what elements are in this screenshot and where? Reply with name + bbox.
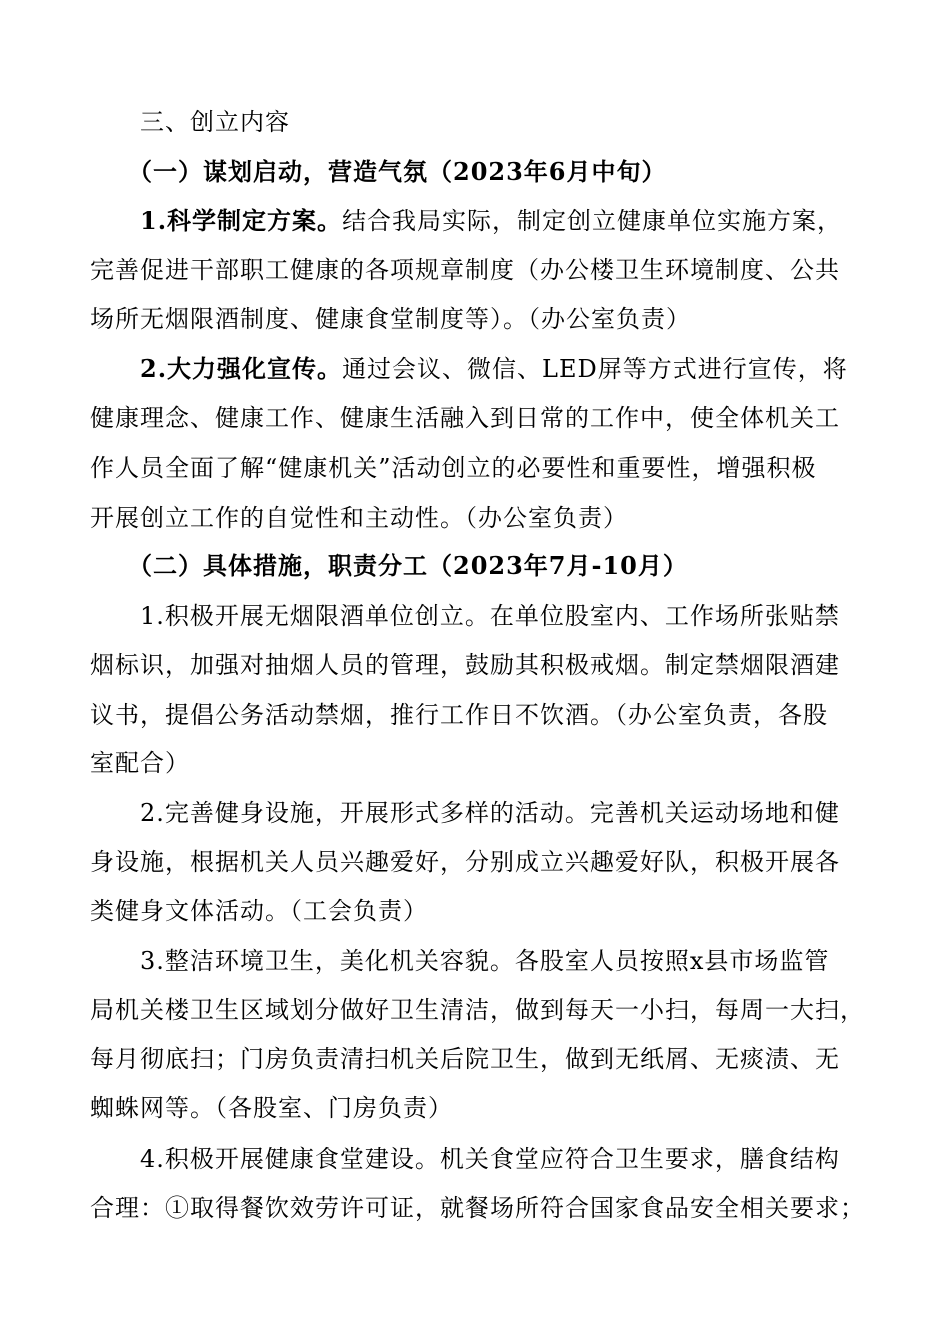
subsection-1-item-1-text: 结合我局实际，制定创立健康单位实施方案，: [342, 207, 843, 235]
subsection-1-item-2-lead: 2.大力强化宣传。: [140, 354, 343, 383]
subsection-2-item-2-line-1: 2.完善健身设施，开展形式多样的活动。完善机关运动场地和健: [140, 799, 840, 827]
subsection-2-item-3-line-1: 3.整洁环境卫生，美化机关容貌。各股室人员按照x县市场监管: [140, 947, 830, 975]
subsection-2-item-2-line-2: 身设施，根据机关人员兴趣爱好，分别成立兴趣爱好队，积极开展各: [90, 848, 840, 876]
section-title: 三、创立内容: [140, 108, 290, 136]
subsection-2-item-2-line-3: 类健身文体活动。（工会负责）: [90, 897, 428, 925]
subsection-2-item-4-line-1: 4.积极开展健康食堂建设。机关食堂应符合卫生要求，膳食结构: [140, 1145, 840, 1173]
subsection-1-item-1-line-2: 完善促进干部职工健康的各项规章制度（办公楼卫生环境制度、公共: [90, 256, 840, 284]
subsection-2-item-4-line-2: 合理：①取得餐饮效劳许可证，就餐场所符合国家食品安全相关要求；: [90, 1194, 865, 1222]
subsection-1-item-2-text: 通过会议、微信、LED屏等方式进行宣传，将: [342, 355, 848, 383]
subsection-2-item-1-line-3: 议书，提倡公务活动禁烟，推行工作日不饮酒。（办公室负责，各股: [90, 701, 828, 729]
subsection-2-item-1-line-4: 室配合）: [90, 749, 190, 777]
subsection-2-item-1-line-1: 1.积极开展无烟限酒单位创立。在单位股室内、工作场所张贴禁: [140, 602, 840, 630]
subsection-2-item-3-line-4: 蜘蛛网等。（各股室、门房负责）: [90, 1094, 453, 1122]
subsection-1-item-2-line-2: 健康理念、健康工作、健康生活融入到日常的工作中，使全体机关工: [90, 404, 840, 432]
subsection-2-item-3-line-3: 每月彻底扫；门房负责清扫机关后院卫生，做到无纸屑、无痰渍、无: [90, 1045, 840, 1073]
subsection-1-item-2-line-3: 作人员全面了解“健康机关”活动创立的必要性和重要性，增强积极: [90, 454, 817, 482]
subsection-2-item-1-line-2: 烟标识，加强对抽烟人员的管理，鼓励其积极戒烟。制定禁烟限酒建: [90, 651, 840, 679]
subsection-1-item-1-lead: 1.科学制定方案。: [140, 206, 343, 235]
subsection-2-item-3-line-2: 局机关楼卫生区域划分做好卫生清洁，做到每天一小扫，每周一大扫，: [90, 996, 865, 1024]
subsection-2-heading: （二）具体措施，职责分工（2023年7月-10月）: [128, 551, 688, 580]
subsection-1-item-1-line-3: 场所无烟限酒制度、健康食堂制度等）。（办公室负责）: [90, 305, 691, 333]
subsection-1-item-2-first-line: [140, 353, 870, 389]
subsection-1-item-2-line-4: 开展创立工作的自觉性和主动性。（办公室负责）: [90, 504, 628, 532]
subsection-1-item-1-first-line: [140, 205, 870, 241]
subsection-1-heading: （一）谋划启动，营造气氛（2023年6月中旬）: [128, 157, 667, 186]
